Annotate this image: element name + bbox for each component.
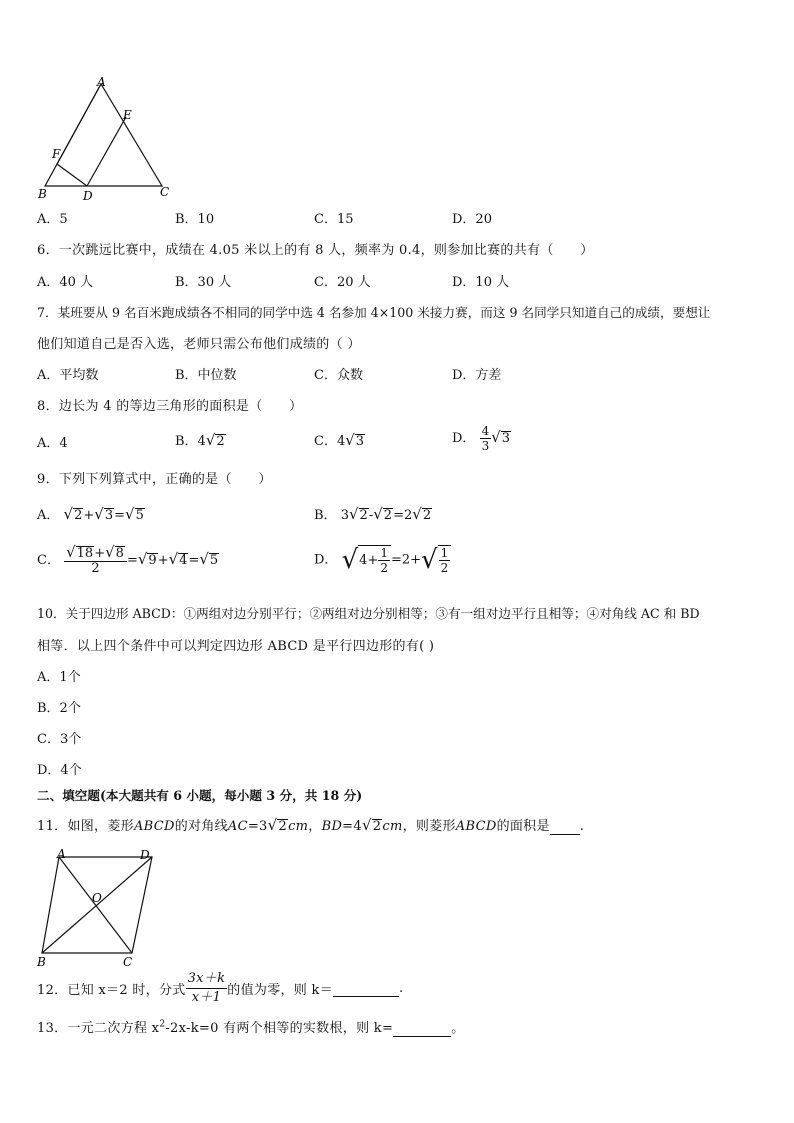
radicand-term: 4+ [359, 553, 379, 568]
text: 的对角线 [174, 819, 228, 834]
q6-option-b[interactable]: B．30 人 [175, 275, 232, 290]
text: 13．一元二次方程 x [37, 1021, 160, 1036]
answer-blank[interactable] [393, 1021, 451, 1037]
radicand: 18 [76, 546, 94, 561]
superscript: 2 [159, 1019, 166, 1030]
label-e: E [123, 108, 132, 122]
q7-option-c[interactable]: C．众数 [314, 368, 363, 383]
q12-text [37, 970, 403, 1007]
fraction-numerator: 4 [481, 424, 490, 438]
q6-option-c[interactable]: C．20 人 [314, 275, 371, 290]
radical-sign: √ [205, 431, 216, 449]
q8-option-d[interactable] [452, 424, 511, 453]
segment-de [87, 117, 126, 186]
triangle-figure [34, 76, 174, 206]
q8-option-c-label: C．4 [314, 434, 346, 449]
fraction-denominator: 2 [380, 561, 388, 575]
q6-option-d[interactable]: D．10 人 [452, 275, 510, 290]
text: ， [308, 819, 322, 834]
q7-text-line2: 他们知道自己是否入选，老师只需公布他们成绩的（ ） [37, 337, 361, 352]
q13-text [37, 1017, 465, 1037]
q12-fraction [186, 970, 228, 1007]
q8-option-d-radicand: 3 [501, 431, 511, 446]
text: 。 [451, 1021, 465, 1036]
q7-text-line1: 7．某班要从 9 名百米跑成绩各不相同的同学中选 4 名参加 4×100 米接力赛，而这 9 名同学只知道自己的成绩，要想让 [37, 305, 711, 320]
q10-option-a[interactable]: A．1个 [37, 670, 81, 685]
q8-option-b-label: B．4 [175, 434, 206, 449]
operator: + [157, 553, 169, 568]
fraction-denominator: 2 [440, 561, 449, 575]
q8-option-c[interactable] [314, 430, 365, 449]
q11-text: 11．如图，菱形ABCD的对角线AC=3√2cm，BD=4√2cm，则菱形ABCD的面积是 . [37, 816, 585, 834]
unit: cm [382, 819, 403, 834]
operator: - [368, 508, 374, 523]
q5-option-a[interactable]: A．5 [37, 212, 68, 227]
operator: = [126, 553, 138, 568]
section-heading: 二、填空题(本大题共有 6 小题，每小题 3 分，共 18 分) [37, 788, 363, 803]
label-a: A [97, 76, 106, 89]
label-d: D [140, 848, 150, 862]
radicand: 2 [383, 508, 393, 523]
unit: cm [288, 819, 309, 834]
q8-option-b-radicand: 2 [216, 434, 225, 449]
text: ，则菱形 [402, 819, 456, 834]
radicand: 5 [135, 508, 144, 523]
label-d: D [83, 189, 93, 203]
text: . [579, 819, 585, 834]
q8-option-c-radicand: 3 [355, 434, 365, 449]
q9-text: 9．下列下列算式中，正确的是（ ） [37, 472, 272, 487]
fraction-denominator: 3 [481, 439, 490, 453]
q10-option-b[interactable]: B．2个 [37, 701, 81, 716]
operator: + [83, 508, 95, 523]
q6-option-a[interactable]: A．40 人 [37, 275, 94, 290]
fraction [378, 546, 390, 575]
radicand: 8 [115, 546, 124, 561]
q9-option-b[interactable]: B． 3√2-√2=2√2 [314, 505, 432, 523]
diagonal-ac [59, 857, 132, 953]
fraction-denominator: 2 [91, 561, 100, 576]
option-label: B． [314, 508, 337, 523]
q5-option-b[interactable]: B．10 [175, 212, 215, 227]
operator: = [114, 508, 126, 523]
fraction-denominator: x＋1 [191, 990, 222, 1005]
option-label: C． [37, 553, 60, 568]
coefficient: 3 [340, 508, 349, 523]
option-label: D． [314, 552, 338, 568]
radicand: 2 [422, 508, 432, 523]
radicand: 9 [148, 553, 157, 568]
q5-option-d[interactable]: D．20 [452, 212, 492, 227]
radicand: 4 [179, 553, 188, 568]
q8-option-d-label: D． [452, 431, 476, 446]
q6-text: 6．一次跳远比赛中，成绩在 4.05 米以上的有 8 人，频率为 0.4，则参加比赛的共有（ ） [37, 243, 594, 258]
q10-option-c[interactable]: C．3个 [37, 732, 82, 747]
q7-option-b[interactable]: B．中位数 [175, 368, 237, 383]
label-f: F [52, 147, 61, 161]
label-b: B [38, 187, 47, 201]
q8-text: 8．边长为 4 的等边三角形的面积是（ ） [37, 399, 303, 414]
text: 11．如图，菱形 [37, 819, 134, 834]
label-a: A [57, 847, 66, 861]
label-b: B [37, 955, 46, 969]
triangle-abc [45, 84, 162, 186]
math-var: ABCD [133, 819, 175, 834]
q10-text-line2: 相等．以上四个条件中可以判定四边形 ABCD 是平行四边形的有( ) [37, 639, 435, 654]
answer-blank[interactable] [550, 819, 580, 835]
answer-blank[interactable] [333, 981, 399, 997]
radical-sign: √ [345, 431, 355, 449]
q9-option-a[interactable]: A． √2+√3=√5 [37, 505, 144, 523]
radicand: 2 [359, 508, 368, 523]
radicand: 2 [372, 819, 382, 834]
text: -2x-k=0 有两个相等的实数根，则 k= [165, 1021, 394, 1036]
segment-fa [57, 84, 101, 164]
math-var: BD [321, 819, 343, 834]
radicand: 2 [74, 508, 83, 523]
text: . [399, 981, 404, 996]
label-o: O [92, 891, 102, 905]
segment-fd [57, 164, 87, 186]
radical-sign: √ [491, 428, 501, 446]
q8-option-d-fraction [480, 424, 492, 453]
radicand: 3 [104, 508, 114, 523]
operator: + [94, 546, 106, 561]
fraction-numerator: 3x＋k [186, 970, 228, 989]
q9-option-d[interactable]: D． √4+ $\frac{1}{2}$ =2+√ $\frac{1}{2}$ [314, 545, 451, 575]
label-c: C [160, 185, 170, 199]
q9-option-c[interactable]: C． $\frac{√18+√8}{2}$ =√9+√4=√5 [37, 543, 219, 576]
rhombus-figure [34, 847, 164, 971]
text: 的面积是 [496, 819, 550, 834]
fraction-numerator: √18+√8 [64, 545, 127, 562]
operator: =2+ [390, 552, 422, 568]
fraction-numerator: 1 [440, 546, 449, 560]
operator: =2 [393, 508, 413, 523]
q9-c-fraction [64, 545, 127, 576]
text: =3 [247, 819, 268, 834]
q8-option-b[interactable] [175, 430, 226, 449]
q8-option-a[interactable]: A．4 [37, 436, 68, 451]
option-label: A． [37, 508, 60, 523]
q10-option-d[interactable]: D．4个 [37, 763, 82, 778]
text: 的值为零，则 k＝ [227, 983, 334, 998]
label-c: C [123, 955, 133, 969]
radicand [438, 545, 452, 575]
q10-text-line1: 10．关于四边形 ABCD：①两组对边分别平行；②两组对边分别相等；③有一组对边平行且相等；④对角线 AC 和 BD [37, 606, 700, 621]
math-var: ABCD [455, 819, 497, 834]
radicand: 2 [278, 819, 288, 834]
q5-option-c[interactable]: C．15 [314, 212, 354, 227]
operator: = [188, 553, 200, 568]
text: 12．已知 x＝2 时，分式 [37, 983, 186, 998]
q7-option-d[interactable]: D．方差 [452, 368, 502, 383]
radicand: 5 [209, 553, 219, 568]
math-var: AC [227, 819, 248, 834]
q7-option-a[interactable]: A．平均数 [37, 368, 99, 383]
radicand [358, 545, 391, 575]
fraction [439, 546, 451, 575]
text: =4 [342, 819, 362, 834]
fraction-numerator: 1 [380, 546, 388, 560]
